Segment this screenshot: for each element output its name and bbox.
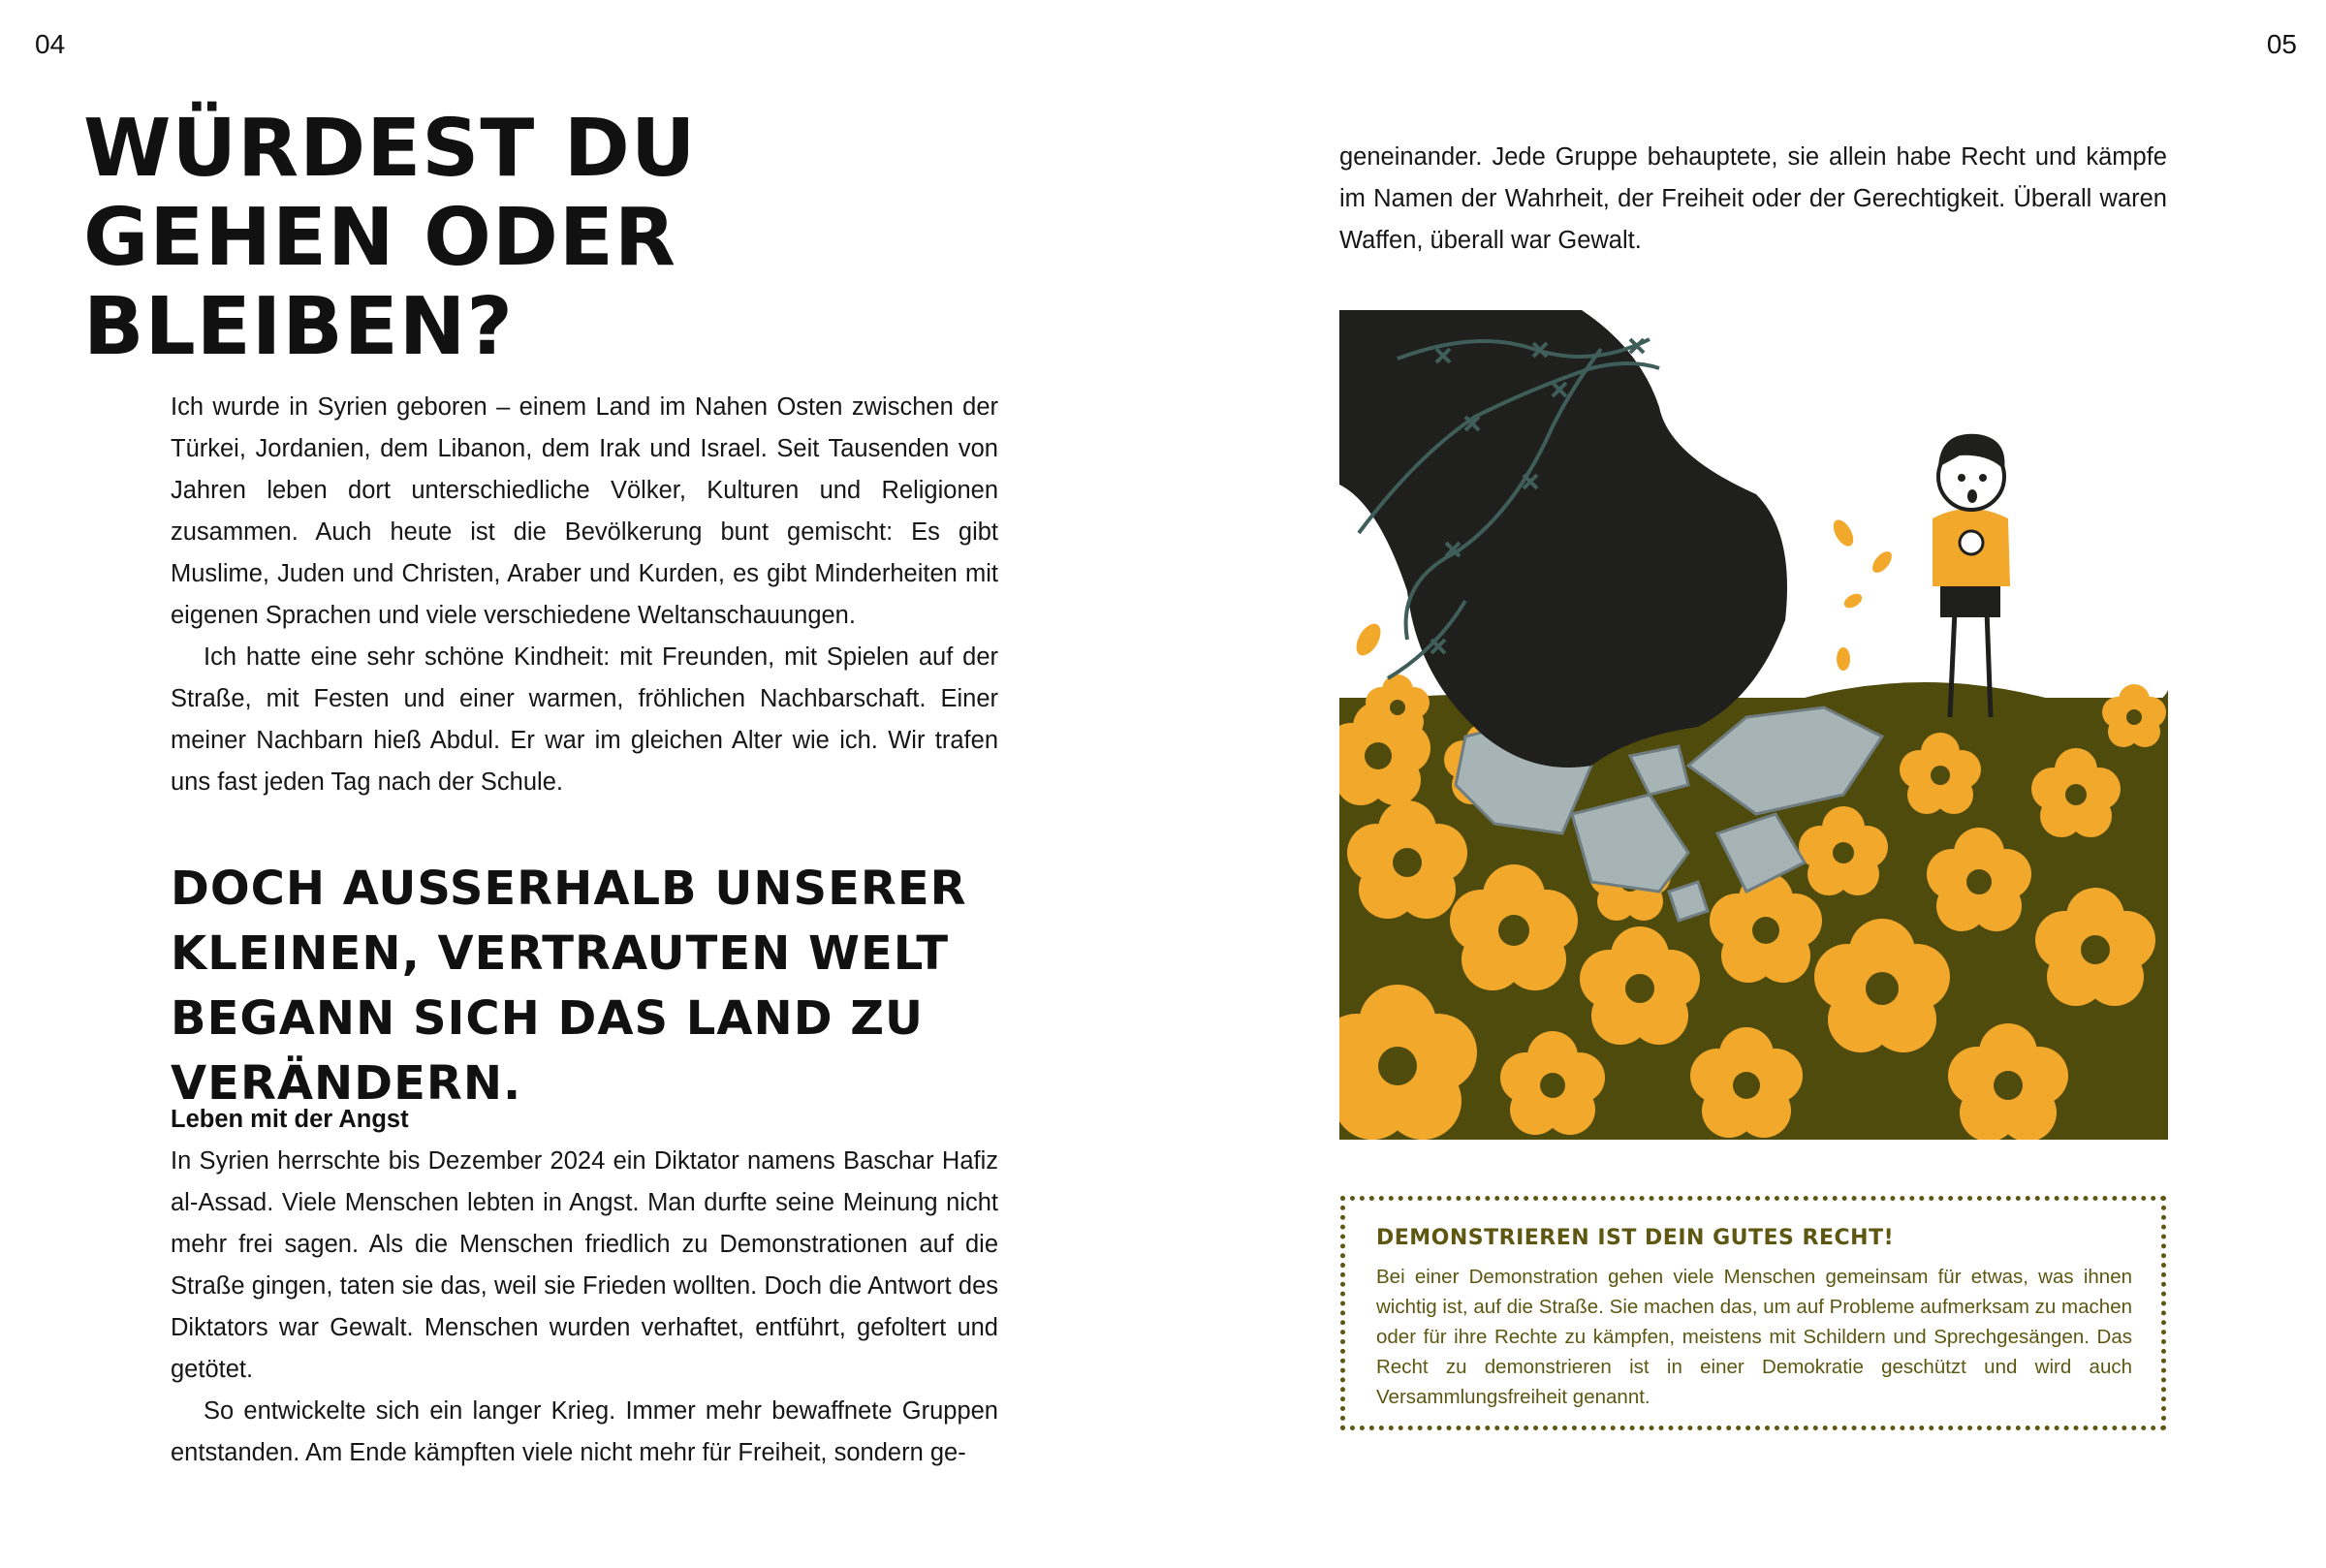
pull-quote-heading: DOCH AUSSERHALB UNSERER KLEINEN, VERTRAUTEN WELT BEGANN SICH DAS LAND ZU VERÄNDERN. bbox=[171, 862, 967, 1111]
fear-paragraph-2: So entwickelte sich ein langer Krieg. Immer mehr bewaffnete Gruppen entstanden. Am Ende kämpften viele nicht mehr für Freiheit, sondern ge- bbox=[171, 1397, 998, 1466]
fear-section-text bbox=[171, 1141, 998, 1474]
info-box bbox=[1340, 1196, 2166, 1430]
page-number-left: 04 bbox=[35, 29, 66, 59]
page-number-right: 05 bbox=[2266, 29, 2297, 59]
intro-text bbox=[171, 387, 998, 803]
intro-paragraph-2: Ich hatte eine sehr schöne Kindheit: mit Freunden, mit Spielen auf der Straße, mit Festen und einer warmen, fröhlichen Nachbarschaft. Einer meiner Nachbarn hieß Abdul. Er war im gleichen Alter wie ich. Wir trafen uns fast jeden Tag nach der Schule. bbox=[171, 643, 998, 796]
continuation-paragraph: geneinander. Jede Gruppe behauptete, sie allein habe Recht und kämpfe im Namen der Wahrheit, der Freiheit oder der Gerechtigkeit. Überall waren Waffen, überall war Gewalt. bbox=[1339, 143, 2167, 254]
info-box-text: Bei einer Demonstration gehen viele Menschen gemeinsam für etwas, was ihnen wichtig ist, auf die Straße. Sie machen das, um auf Probleme aufmerksam zu machen oder für ihre Rechte zu kämpfen, meistens mit Schildern und Sprechgesängen. Das Recht zu demonstrieren ist in einer Demokratie geschützt und wird auch Versammlungsfreiheit genannt. bbox=[1376, 1266, 2132, 1408]
fear-paragraph-1: In Syrien herrschte bis Dezember 2024 ein Diktator namens Baschar Hafiz al-Assad. Viele Menschen lebten in Angst. Man durfte seine Meinung nicht mehr frei sagen. Als die Menschen friedlich zu Demonstrationen auf die Straße gingen, taten sie das, weil sie Frieden wollten. Doch die Antwort des Diktators war Gewalt. Menschen wurden verhaftet, entführt, gefoltert und getötet. bbox=[171, 1147, 998, 1383]
section-title: Leben mit der Angst bbox=[171, 1106, 409, 1133]
page-title: WÜRDEST DU GEHEN ODER BLEIBEN? bbox=[83, 103, 697, 373]
illustration-fist-crushing-flowers bbox=[1339, 310, 2168, 1140]
intro-paragraph-1: Ich wurde in Syrien geboren – einem Land im Nahen Osten zwischen der Türkei, Jordanien, dem Libanon, dem Irak und Israel. Seit Tausenden von Jahren leben dort unterschiedliche Völker, Kulturen und Religionen zusammen. Auch heute ist die Bevölkerung bunt gemischt: Es gibt Muslime, Juden und Christen, Araber und Kurden, es gibt Minderheiten mit eigenen Sprachen und viele verschiedene Weltanschauungen. bbox=[171, 393, 998, 629]
info-box-title: DEMONSTRIEREN IST DEIN GUTES RECHT! bbox=[1376, 1226, 1895, 1250]
